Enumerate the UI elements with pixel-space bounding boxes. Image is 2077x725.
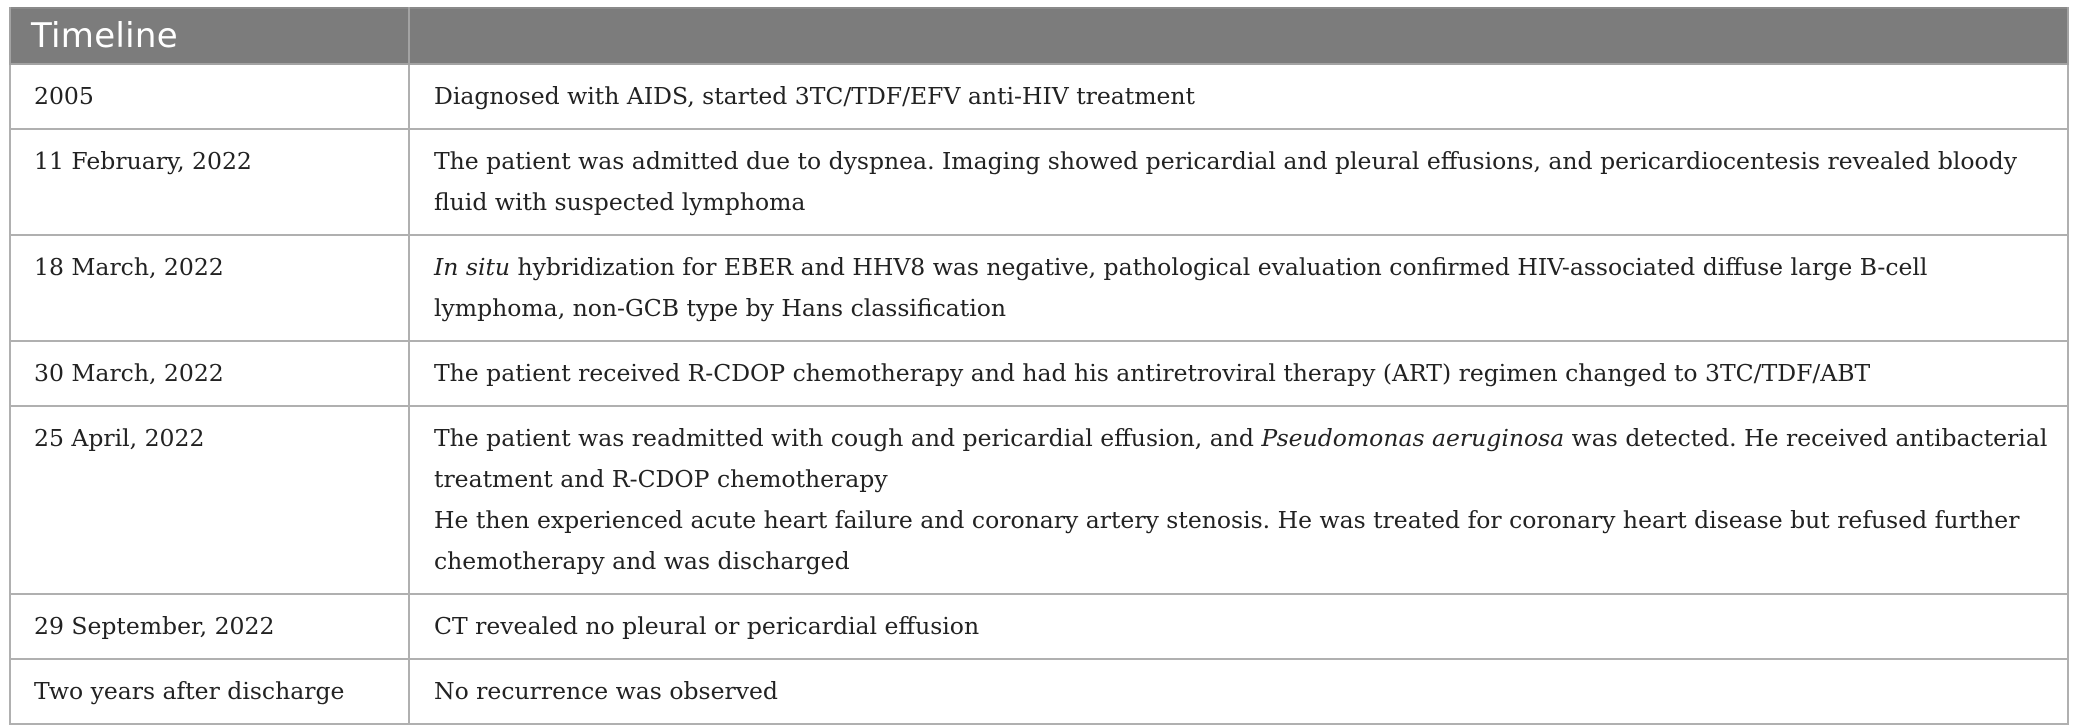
event-text: The patient was admitted due to dyspnea. Imaging showed pericardial and pleural effusions, and pericardiocentesis revealed bloody fluid with suspected lymphoma [434, 147, 2017, 216]
table-row [10, 129, 2068, 235]
event-text: hybridization for EBER and HHV8 was negative, pathological evaluation confirmed HIV-associated diffuse large B-cell lymphoma, non-GCB type by Hans classification [434, 253, 1928, 322]
date-cell: 18 March, 2022 [10, 235, 409, 341]
event-text-continued: He then experienced acute heart failure and coronary artery stenosis. He was treated for coronary heart disease but refused further chemotherapy and was discharged [434, 506, 2020, 575]
event-text: No recurrence was observed [434, 677, 778, 705]
table-row [10, 64, 2068, 129]
date-cell: 30 March, 2022 [10, 341, 409, 406]
event-text: CT revealed no pleural or pericardial effusion [434, 612, 980, 640]
table-header-timeline: Timeline [10, 8, 409, 64]
event-cell [409, 659, 2068, 724]
date-cell: 11 February, 2022 [10, 129, 409, 235]
date-cell: 29 September, 2022 [10, 594, 409, 659]
event-text: Diagnosed with AIDS, started 3TC/TDF/EFV anti-HIV treatment [434, 82, 1195, 110]
table-row [10, 594, 2068, 659]
timeline-table [9, 7, 2069, 725]
date-cell: 25 April, 2022 [10, 406, 409, 594]
event-cell [409, 594, 2068, 659]
table-row [10, 341, 2068, 406]
date-cell: 2005 [10, 64, 409, 129]
table-header-row [10, 8, 2068, 64]
table-row [10, 235, 2068, 341]
event-cell [409, 341, 2068, 406]
table-row [10, 659, 2068, 724]
table-header-event [409, 8, 2068, 64]
table-row [10, 406, 2068, 594]
event-text: The patient received R-CDOP chemotherapy and had his antiretroviral therapy (ART) regimen changed to 3TC/TDF/ABT [434, 359, 1871, 387]
event-cell [409, 129, 2068, 235]
italic-term: In situ [434, 253, 511, 281]
event-cell [409, 64, 2068, 129]
event-cell [409, 235, 2068, 341]
event-text: was detected. He received antibacterial treatment and R-CDOP chemotherapy [434, 424, 2048, 493]
date-cell: Two years after discharge [10, 659, 409, 724]
event-cell [409, 406, 2068, 594]
italic-term: Pseudomonas aeruginosa [1261, 424, 1565, 452]
event-text: The patient was readmitted with cough and pericardial effusion, and [434, 424, 1262, 452]
